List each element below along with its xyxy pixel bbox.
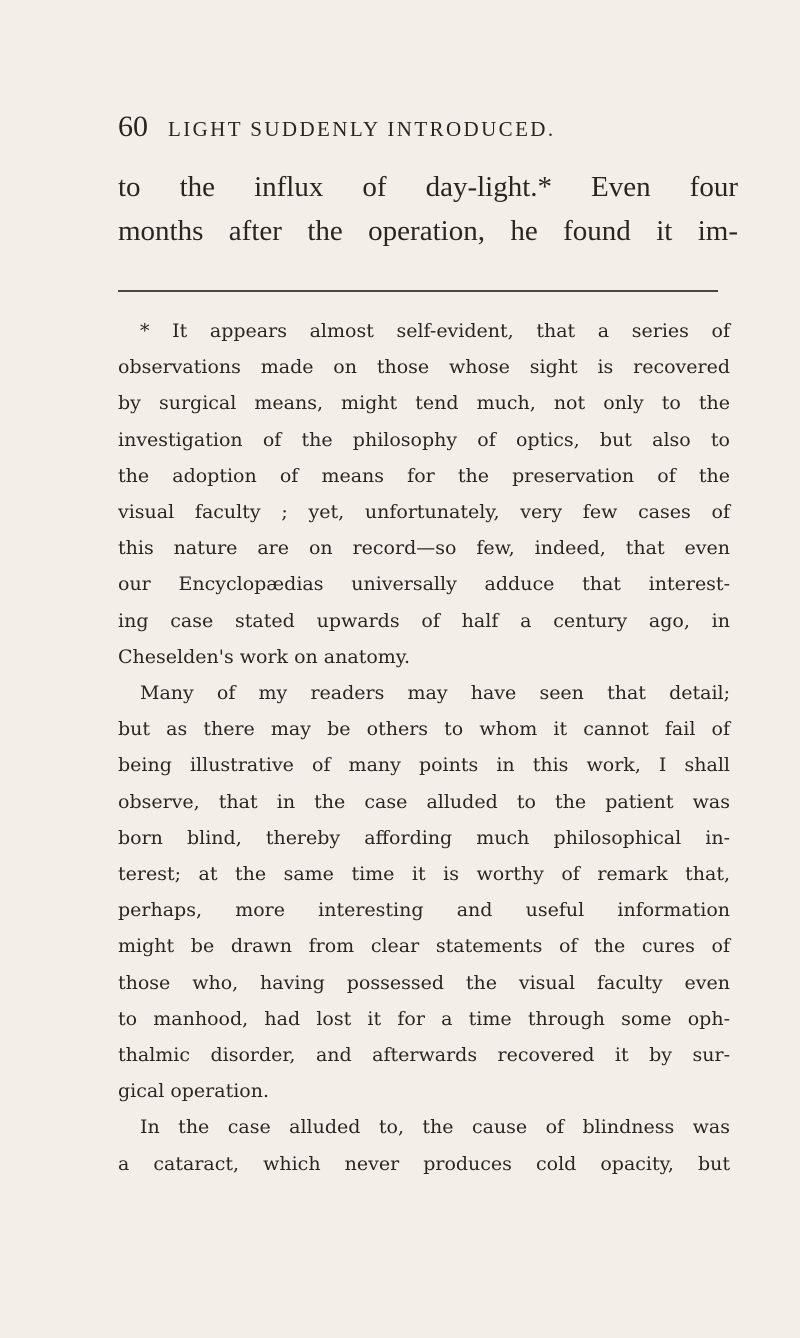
main-text	[118, 165, 738, 253]
footnote-rule	[118, 290, 718, 292]
footnote-line: the adoption of means for the preservation of the	[118, 464, 730, 487]
page-number: 60	[118, 110, 148, 143]
footnote-line: gical operation.	[118, 1080, 270, 1103]
footnote-line: In the case alluded to, the cause of blindness was	[140, 1116, 730, 1139]
footnote-line: observations made on those whose sight is recovered	[118, 356, 730, 379]
footnote-line: Cheselden's work on anatomy.	[118, 645, 411, 668]
main-text-line: to the influx of day-light.* Even four	[118, 171, 738, 203]
footnote-line: visual faculty ; yet, unfortunately, very few cases of	[118, 501, 730, 524]
footnote-line: ing case stated upwards of half a century ago, in	[118, 609, 730, 632]
footnote-line: this nature are on record—so few, indeed, that even	[118, 537, 730, 560]
footnote-line: to manhood, had lost it for a time through some oph-	[118, 1007, 730, 1030]
footnote-line: * It appears almost self-evident, that a series of	[140, 320, 730, 342]
footnote-line: perhaps, more interesting and useful information	[118, 899, 730, 922]
footnote-line: our Encyclopædias universally adduce that interest-	[118, 573, 730, 596]
page-header	[118, 110, 738, 150]
footnote-line: might be drawn from clear statements of the cures of	[118, 935, 730, 958]
main-text-line: months after the operation, he found it im-	[118, 215, 738, 247]
footnote-line: being illustrative of many points in this work, I shall	[118, 754, 730, 777]
footnote-line: observe, that in the case alluded to the patient was	[118, 790, 730, 813]
footnote-line: a cataract, which never produces cold opacity, but	[118, 1152, 730, 1175]
footnote-line: terest; at the same time it is worthy of remark that,	[118, 863, 730, 886]
footnote-line: Many of my readers may have seen that detail;	[140, 682, 730, 705]
footnote-line: by surgical means, might tend much, not only to the	[118, 392, 730, 415]
footnote-line: thalmic disorder, and afterwards recovered it by sur-	[118, 1044, 730, 1067]
footnote-line: but as there may be others to whom it cannot fail of	[118, 718, 730, 741]
footnote-line: those who, having possessed the visual faculty even	[118, 971, 730, 994]
footnote	[118, 313, 730, 1182]
footnote-line: born blind, thereby affording much philosophical in-	[118, 826, 730, 849]
footnote-line: investigation of the philosophy of optics, but also to	[118, 428, 730, 451]
running-head: LIGHT SUDDENLY INTRODUCED.	[168, 117, 556, 141]
